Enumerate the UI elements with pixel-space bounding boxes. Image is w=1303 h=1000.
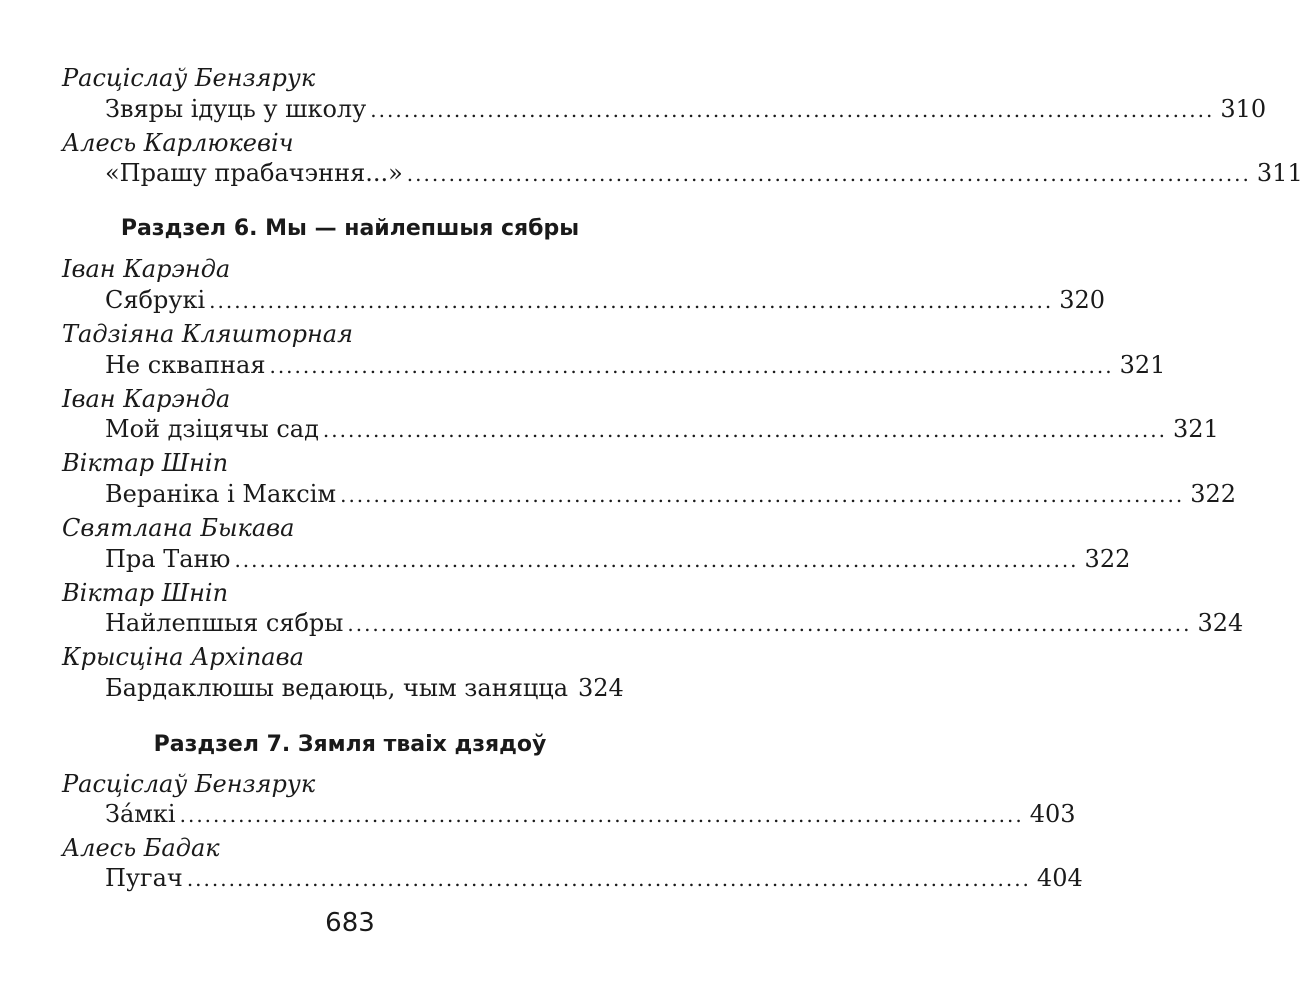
entry-page-number: 320 (1059, 286, 1106, 314)
entry-title: Звяры ідуць у школу (105, 95, 367, 123)
entry-author: Крысціна Архіпава (62, 643, 304, 671)
entry-author: Алесь Бадак (62, 834, 220, 862)
dot-leader: ..................................................................................................... (347, 612, 1192, 636)
entry-page-number: 324 (1197, 609, 1244, 637)
entry-title-line (105, 862, 1083, 894)
entry-title-line (105, 157, 1303, 189)
section-heading: Раздзел 6. Мы — найлепшыя сябры (120, 216, 580, 241)
dot-leader: ..................................................................................................... (340, 483, 1185, 507)
entry-title: Бардаклюшы ведаюць, чым заняцца (105, 674, 569, 702)
entry-title-line (105, 284, 1106, 316)
entry-page-number: 322 (1084, 545, 1131, 573)
entry-title-line (105, 478, 1237, 510)
dot-leader: ..................................................................................................... (322, 418, 1167, 442)
entry-title: Найлепшыя сябры (105, 609, 344, 637)
entry-author: Святлана Быкава (62, 514, 295, 542)
dot-leader: ..................................................................................................... (179, 803, 1024, 827)
entry-title: Вераніка і Максім (105, 480, 337, 508)
entry-author: Іван Карэнда (62, 385, 231, 413)
entry-author: Тадзіяна Кляшторная (62, 320, 353, 348)
entry-page-number: 403 (1029, 800, 1076, 828)
entry-title: «Прашу прабачэння...» (105, 159, 403, 187)
entry-title-line (105, 413, 1219, 445)
entry-page-number: 321 (1173, 415, 1219, 443)
entry-author: Віктар Шніп (62, 449, 229, 477)
entry-title: Мой дзіцячы сад (105, 415, 319, 443)
dot-leader: ..................................................................................................... (406, 162, 1251, 186)
entry-title: Сябрукі (105, 286, 206, 314)
entry-page-number: 310 (1220, 95, 1267, 123)
entry-author: Віктар Шніп (62, 579, 229, 607)
entry-page-number: 321 (1119, 351, 1166, 379)
entry-title: Пугач (105, 864, 183, 892)
entry-title: Не сквапная (105, 351, 266, 379)
dot-leader: ..................................................................................................... (269, 354, 1114, 378)
entry-title-line (105, 93, 1267, 125)
entry-author: Расціслаў Бензярук (62, 64, 316, 92)
entry-page-number: 404 (1036, 864, 1083, 892)
dot-leader: ..................................................................................................... (234, 548, 1079, 572)
entry-page-number: 324 (578, 674, 624, 702)
section-heading: Раздзел 7. Зямля тваіх дзядоў (153, 732, 547, 757)
dot-leader: ..................................................................................................... (209, 289, 1054, 313)
entry-title-line (105, 607, 1244, 639)
entry-page-number: 311 (1256, 159, 1303, 187)
entry-author: Іван Карэнда (62, 255, 231, 283)
entry-title: Пра Таню (105, 545, 231, 573)
entry-title-line (105, 349, 1166, 381)
entry-title-line (105, 798, 1076, 830)
entry-title: За́мкі (105, 800, 176, 828)
page-number-footer: 683 (325, 908, 375, 938)
dot-leader: ..................................................................................................... (186, 867, 1031, 891)
entry-author: Алесь Карлюкевіч (62, 129, 294, 157)
entry-title-line (105, 543, 1131, 575)
entry-title-line (105, 672, 624, 704)
dot-leader: ..................................................................................................... (370, 98, 1215, 122)
entry-page-number: 322 (1190, 480, 1237, 508)
entry-author: Расціслаў Бензярук (62, 770, 316, 798)
